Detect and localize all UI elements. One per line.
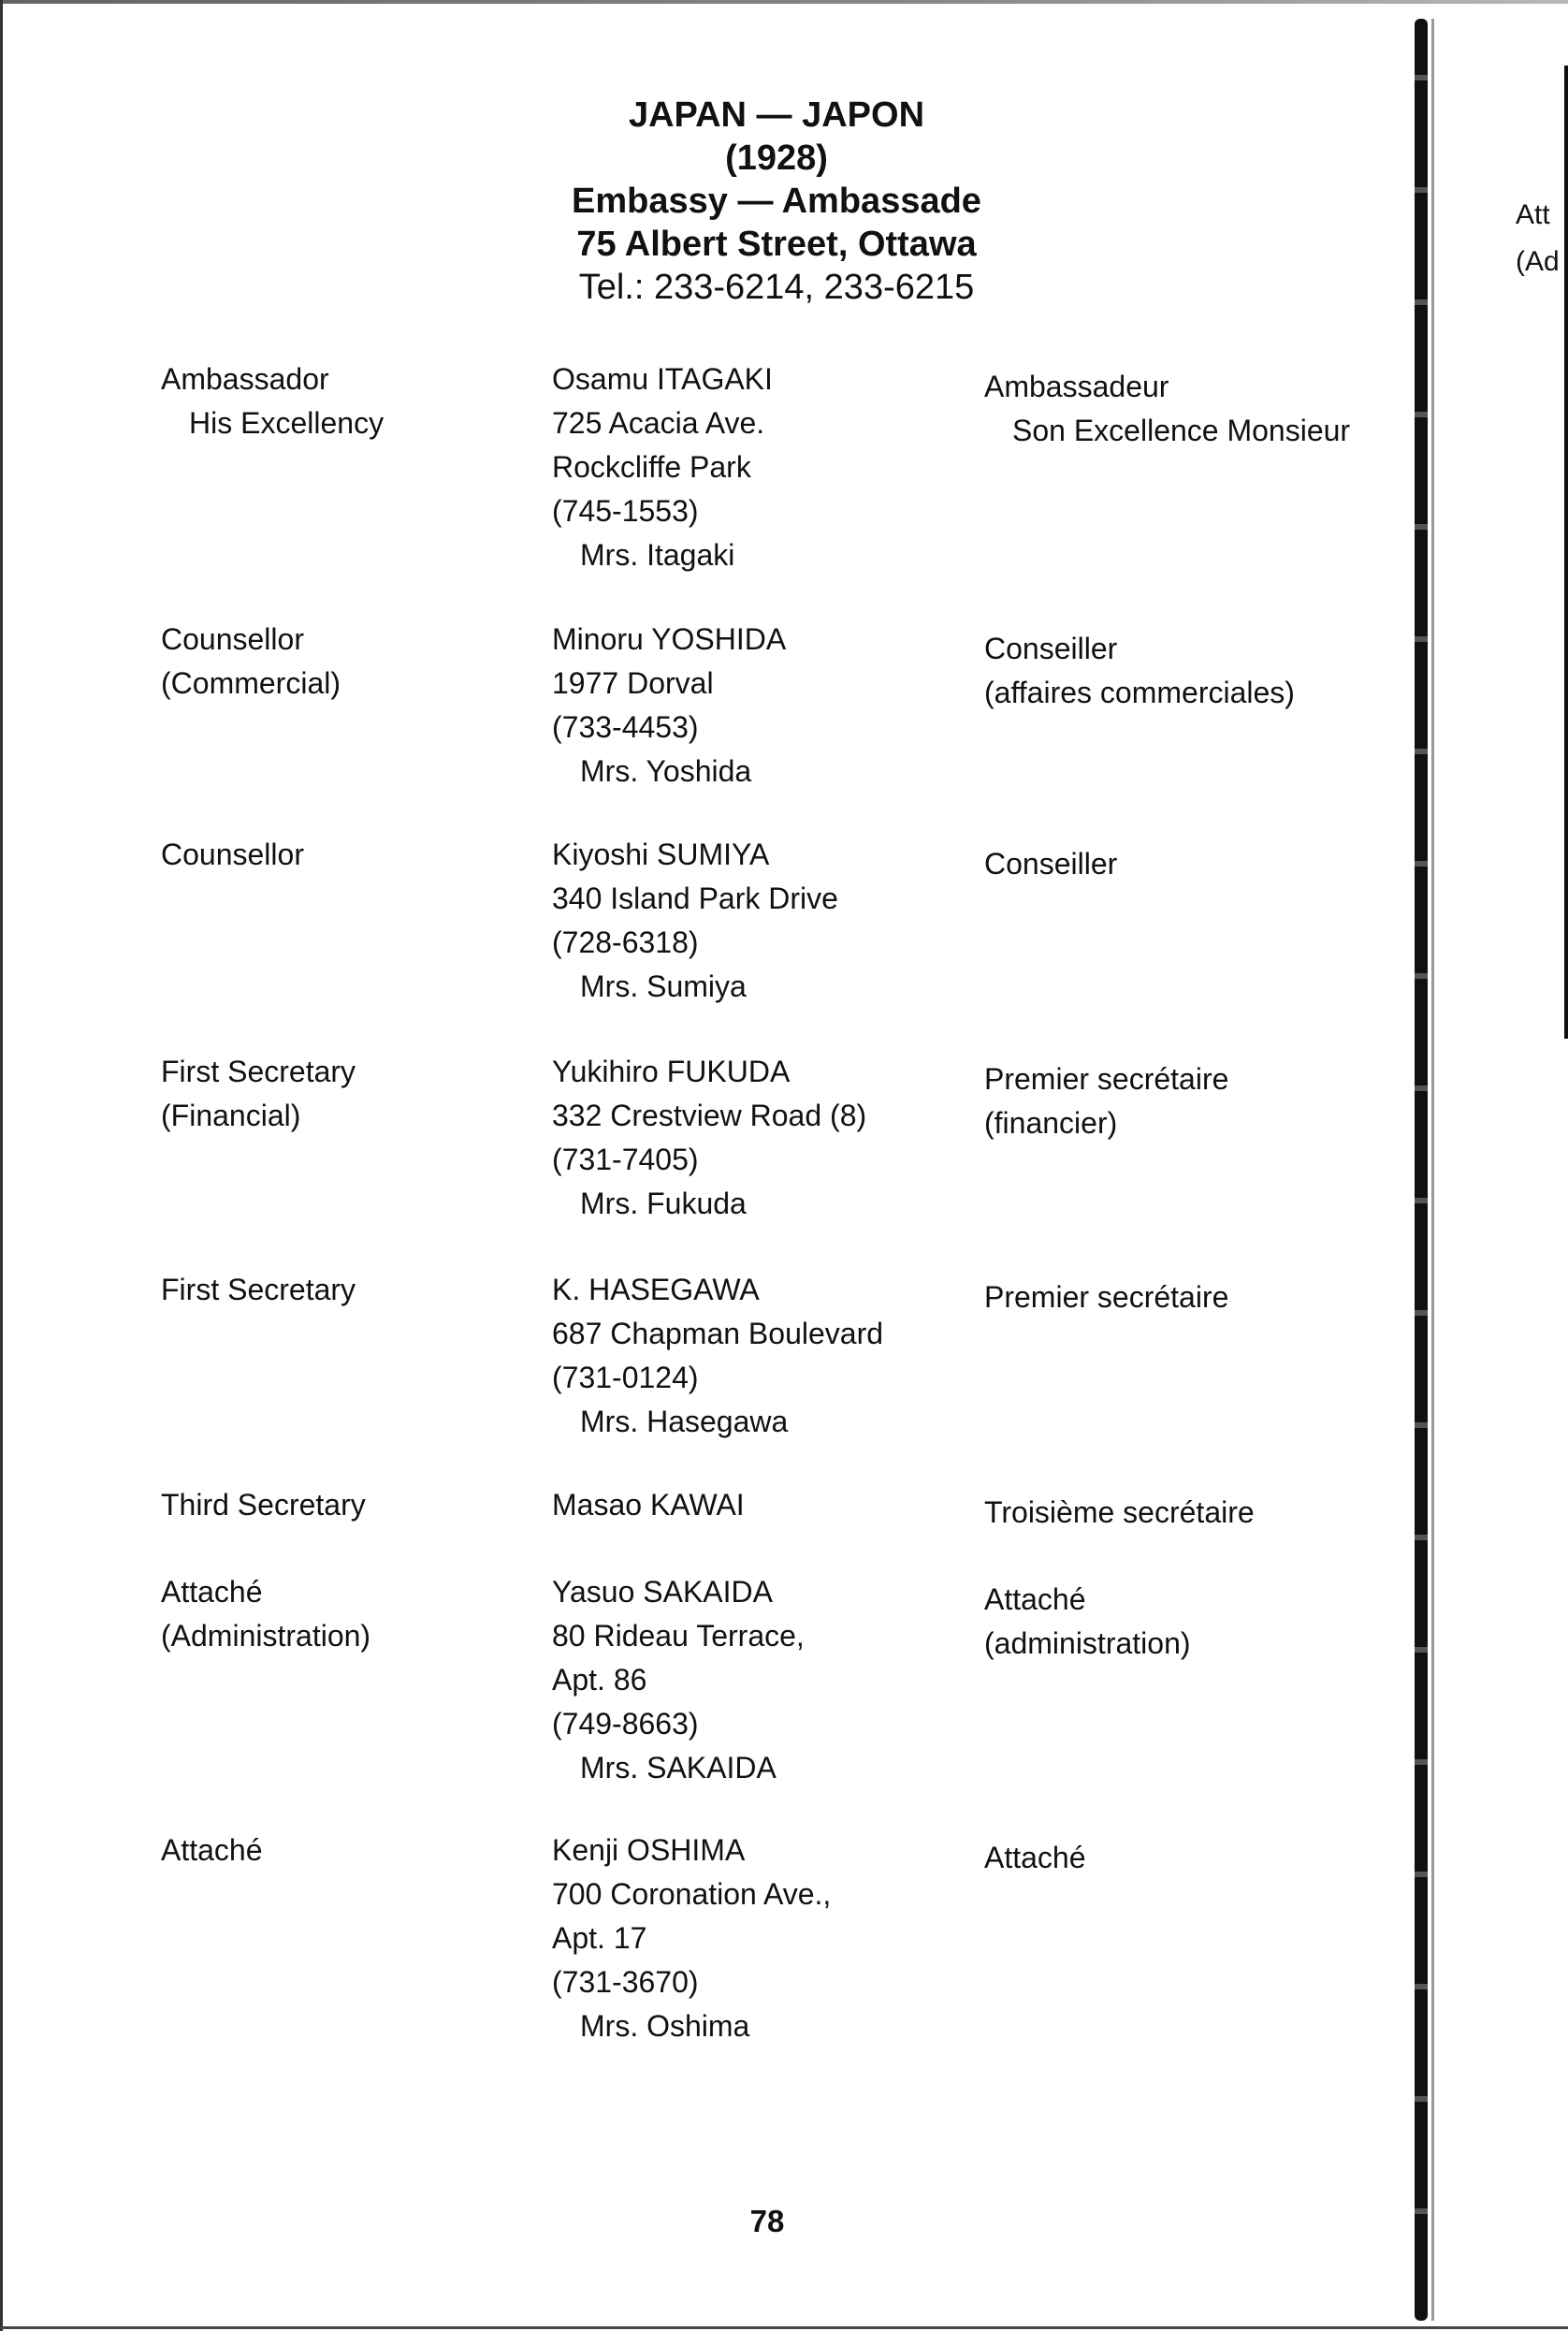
next-page-fragment (1516, 192, 1564, 285)
title-english (161, 1268, 356, 1312)
phone-number: (731-3670) (552, 1965, 699, 1999)
embassy-address: 75 Albert Street, Ottawa (576, 225, 977, 264)
title-english-line: First Secretary (161, 1055, 356, 1088)
contact-details (552, 1570, 805, 1790)
spouse-name: Mrs. Sumiya (580, 969, 747, 1003)
title-english (161, 1483, 366, 1527)
contact-details (552, 833, 838, 1009)
title-english-line: First Secretary (161, 1273, 356, 1306)
contact-details (552, 1483, 745, 1527)
title-english-line: Attaché (161, 1833, 263, 1867)
person-name: Osamu ITAGAKI (552, 362, 773, 396)
binding-shadow (1431, 19, 1434, 2321)
contact-details (552, 357, 773, 577)
address-line: 80 Rideau Terrace, (552, 1619, 805, 1653)
title-french-line: Premier secrétaire (984, 1062, 1229, 1096)
scan-top-edge (0, 0, 1568, 4)
address-line: 700 Coronation Ave., (552, 1877, 832, 1911)
title-english (161, 357, 384, 445)
address-line: 687 Chapman Boulevard (552, 1317, 884, 1350)
embassy-header (468, 94, 1085, 309)
book-binding (1415, 19, 1428, 2321)
contact-details (552, 1268, 883, 1444)
scan-bottom-edge (0, 2326, 1568, 2329)
title-french (984, 1578, 1191, 1666)
title-french (984, 1275, 1228, 1319)
phone-number: (733-4453) (552, 710, 699, 744)
person-name: Minoru YOSHIDA (552, 622, 787, 656)
address-line: Apt. 17 (552, 1921, 647, 1955)
address-line: Rockcliffe Park (552, 450, 751, 484)
phone-number: (749-8663) (552, 1707, 699, 1741)
title-english-line: (Financial) (161, 1099, 301, 1132)
title-french-line: (administration) (984, 1626, 1191, 1660)
phone-number: (731-7405) (552, 1143, 699, 1176)
next-page-edge (1564, 66, 1568, 1039)
title-english-line: (Administration) (161, 1619, 371, 1653)
title-english-line: (Commercial) (161, 666, 341, 700)
embassy-telephone: Tel.: 233-6214, 233-6215 (578, 268, 975, 307)
title-french (984, 627, 1295, 715)
title-french (984, 365, 1350, 453)
page-number: 78 (749, 2204, 785, 2238)
spouse-name: Mrs. SAKAIDA (580, 1751, 777, 1785)
title-french-line: Conseiller (984, 847, 1118, 881)
title-french-line: Conseiller (984, 632, 1118, 665)
address-line: 332 Crestview Road (8) (552, 1099, 867, 1132)
next-page-line-1: Att (1516, 199, 1550, 230)
country-title: JAPAN — JAPON (628, 95, 925, 135)
mission-type: Embassy — Ambassade (572, 182, 981, 221)
contact-details (552, 1050, 866, 1226)
title-french (984, 1491, 1255, 1535)
title-english (161, 833, 304, 877)
scan-left-edge (0, 0, 3, 2331)
person-name: Kiyoshi SUMIYA (552, 838, 770, 871)
title-english-line: His Excellency (189, 406, 385, 440)
title-french-line: Troisième secrétaire (984, 1495, 1255, 1529)
address-line: Apt. 86 (552, 1663, 647, 1697)
spouse-name: Mrs. Oshima (580, 2009, 750, 2043)
title-english-line: Counsellor (161, 622, 304, 656)
title-english-line: Counsellor (161, 838, 304, 871)
address-line: 1977 Dorval (552, 666, 714, 700)
title-french-line: Ambassadeur (984, 370, 1169, 403)
next-page-line-2: (Ad (1516, 246, 1560, 277)
person-name: Kenji OSHIMA (552, 1833, 746, 1867)
title-english (161, 618, 341, 706)
spouse-name: Mrs. Yoshida (580, 754, 752, 788)
title-english (161, 1570, 370, 1658)
person-name: Yukihiro FUKUDA (552, 1055, 791, 1088)
title-french-line: Premier secrétaire (984, 1280, 1229, 1314)
person-name: Yasuo SAKAIDA (552, 1575, 773, 1609)
title-english (161, 1828, 263, 1872)
establishment-year: (1928) (725, 138, 828, 178)
title-french-line: (financier) (984, 1106, 1118, 1140)
person-name: K. HASEGAWA (552, 1273, 760, 1306)
phone-number: (745-1553) (552, 494, 699, 528)
title-english-line: Third Secretary (161, 1488, 366, 1522)
person-name: Masao KAWAI (552, 1488, 745, 1522)
title-french-line: Attaché (984, 1841, 1086, 1874)
title-french (984, 1057, 1228, 1145)
spouse-name: Mrs. Hasegawa (580, 1405, 789, 1438)
title-english (161, 1050, 356, 1138)
title-french (984, 842, 1117, 886)
spouse-name: Mrs. Itagaki (580, 538, 735, 572)
spouse-name: Mrs. Fukuda (580, 1187, 747, 1220)
address-line: 340 Island Park Drive (552, 881, 838, 915)
contact-details (552, 1828, 831, 2048)
phone-number: (731-0124) (552, 1361, 699, 1394)
title-french-line: (affaires commerciales) (984, 676, 1295, 709)
title-french (984, 1836, 1086, 1880)
title-english-line: Attaché (161, 1575, 263, 1609)
title-french-line: Attaché (984, 1582, 1086, 1616)
address-line: 725 Acacia Ave. (552, 406, 765, 440)
title-english-line: Ambassador (161, 362, 329, 396)
phone-number: (728-6318) (552, 925, 699, 959)
contact-details (552, 618, 786, 794)
title-french-line: Son Excellence Monsieur (1012, 414, 1351, 447)
